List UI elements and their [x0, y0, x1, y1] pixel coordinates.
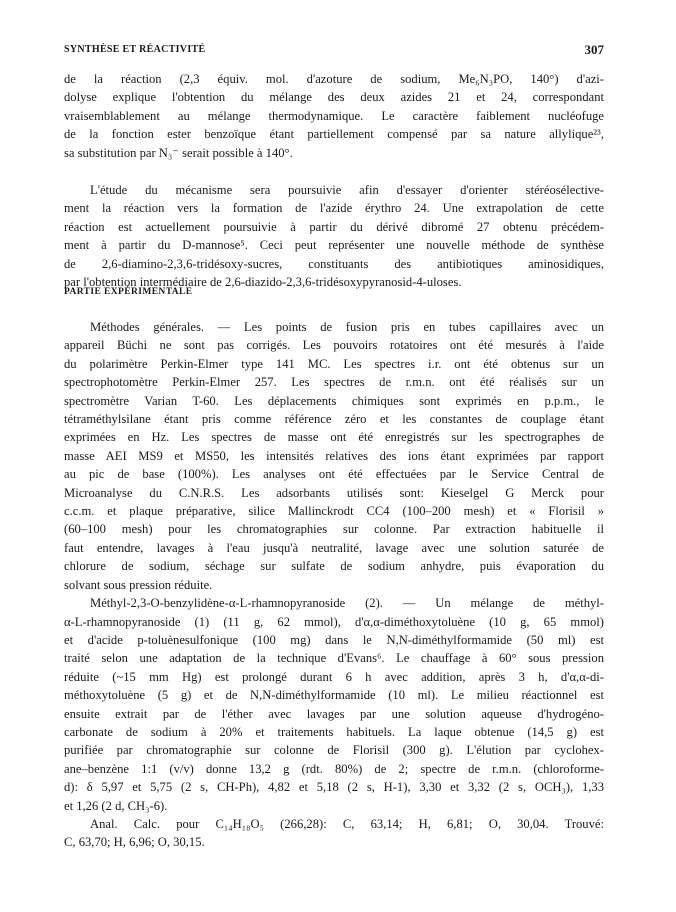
- text-line: Méthyl-2,3-O-benzylidène-α-L-rhamnopyranoside (2). — Un mélange de méthyl-: [90, 596, 604, 611]
- text-line: Microanalyse du C.N.R.S. Les adsorbants utilisés sont: Kieselgel G Merck pour: [64, 485, 604, 500]
- text-line: ment la réaction vers la formation de l'azide érythro 24. Une extrapolation de cette: [64, 201, 604, 216]
- text-line: de la réaction (2,3 équiv. mol. d'azoture de sodium, Me₆N₃PO, 140°) d'azi-: [64, 72, 604, 86]
- text-line: c.c.m. et plaque préparative, silice Mallinckrodt CC4 (100–200 mesh) et « Florisil »: [64, 504, 604, 519]
- text-line: (60–100 mesh) pour les chromatographies sur colonne. Par extraction habituelle il: [64, 522, 604, 537]
- compound-paragraph: [64, 594, 604, 815]
- text-line: tétraméthylsilane étant pris comme référence zéro et les constantes de couplage étant: [64, 412, 604, 427]
- text-line: de la fonction ester benzoïque étant partiellement compensé par sa nature allylique²³,: [64, 127, 604, 142]
- text-line: et d'acide p-toluènesulfonique (100 mg) dans le N,N-diméthylformamide (50 ml) est: [64, 632, 604, 647]
- second-paragraph: [64, 181, 604, 291]
- text-line: ane–benzène 1:1 (v/v) donne 13,2 g (rdt. 80%) de 2; spectre de r.m.n. (chloroforme-: [64, 761, 604, 776]
- text-line: et 1,26 (2 d, CH₃-6).: [64, 798, 168, 813]
- page-number: 307: [584, 42, 604, 57]
- experimental-section: [64, 318, 604, 852]
- text-line: masse AEI MS9 et MS50, les intensités relatives des ions étant exprimées par rapport: [64, 448, 604, 463]
- text-line: carbonate de sodium à 20% et traitements habituels. La laque obtenue (14,5 g) est: [64, 724, 604, 739]
- text-line: spectrophotomètre Perkin-Elmer 257. Les spectres de r.m.n. ont été réalisés sur un: [64, 375, 604, 390]
- running-header: [64, 44, 604, 55]
- text-line: C, 63,70; H, 6,96; O, 30,15.: [64, 835, 205, 850]
- text-line: Anal. Calc. pour C₁₄H₁₈O₅ (266,28): C, 63,14; H, 6,81; O, 30,04. Trouvé:: [90, 816, 604, 831]
- text-line: purifiée par chromatographie sur colonne de Florisil (300 g). L'élution par cyclohex-: [64, 743, 604, 758]
- text-line: Méthodes générales. — Les points de fusion pris en tubes capillaires avec un: [90, 320, 604, 334]
- text-line: de 2,6-diamino-2,3,6-tridésoxy-sucres, constituants des antibiotiques aminosidiques,: [64, 256, 604, 271]
- methods-paragraph: [64, 318, 604, 594]
- text-line: faut entendre, lavages à l'eau jusqu'à neutralité, lavage avec une solution saturée de: [64, 540, 604, 555]
- running-title: SYNTHÈSE ET RÉACTIVITÉ: [64, 44, 206, 55]
- text-line: exprimées en Hz. Les spectres de masse ont été enregistrés sur les spectrographes de: [64, 430, 604, 445]
- text-line: dolyse explique l'obtention du mélange des deux azides 21 et 24, correspondant: [64, 90, 604, 105]
- intro-paragraph: [64, 70, 604, 162]
- analysis-paragraph: [64, 815, 604, 852]
- text-line: appareil Büchi ne sont pas corrigés. Les pouvoirs rotatoires ont été mesurés à l'aide: [64, 338, 604, 353]
- text-line: d): δ 5,97 et 5,75 (2 s, CH-Ph), 4,82 et 5,18 (2 s, H-1), 3,30 et 3,32 (2 s, OCH₃), 1,33: [64, 780, 604, 795]
- text-line: réduite (~15 mm Hg) est prolongé durant 6 h avec addition, après 3 h, d'α,α-di-: [64, 669, 604, 684]
- text-line: réaction est actuellement poursuivie à partir du dérivé dibromé 27 obtenu précédem-: [64, 219, 604, 234]
- text-line: traité selon une adaptation de la technique d'Evans⁶. Le chauffage à 60° sous pression: [64, 651, 604, 666]
- text-line: du polarimètre Perkin-Elmer type 141 MC. Les spectres i.r. ont été obtenus sur un: [64, 356, 604, 371]
- text-line: sa substitution par N₃⁻ serait possible à 140°.: [64, 145, 293, 160]
- text-line: ensuite extrait par de l'éther avec lavages par une solution aqueuse d'hydrogéno-: [64, 706, 604, 721]
- text-line: solvant sous pression réduite.: [64, 577, 213, 592]
- text-line: spectromètre Varian T-60. Les déplacements chimiques sont exprimés en p.p.m., le: [64, 393, 604, 408]
- text-line: méthoxytoluène (5 g) et de N,N-diméthylformamide (10 ml). Le milieu réactionnel est: [64, 688, 604, 703]
- text-line: L'étude du mécanisme sera poursuivie afin d'essayer d'orienter stéréosélective-: [90, 183, 604, 197]
- text-line: vraisemblablement au mélange thermodynamique. Le caractère faiblement nucléofuge: [64, 108, 604, 123]
- text-line: chlorure de sodium, séchage sur sulfate de sodium anhydre, puis évaporation du: [64, 559, 604, 574]
- text-line: α-L-rhamnopyranoside (1) (11 g, 62 mmol), d'α,α-diméthoxytoluène (10 g, 65 mmol): [64, 614, 604, 629]
- text-line: ment à partir du D-mannose⁵. Ceci peut représenter une nouvelle méthode de synthèse: [64, 238, 604, 253]
- text-line: par l'obtention intermédiaire de 2,6-diazido-2,3,6-tridésoxypyranosid-4-uloses.: [64, 275, 462, 290]
- text-line: au pic de base (100%). Les analyses ont été effectuées par le Service Central de: [64, 467, 604, 482]
- section-heading: PARTIE EXPÉRIMENTALE: [64, 287, 193, 297]
